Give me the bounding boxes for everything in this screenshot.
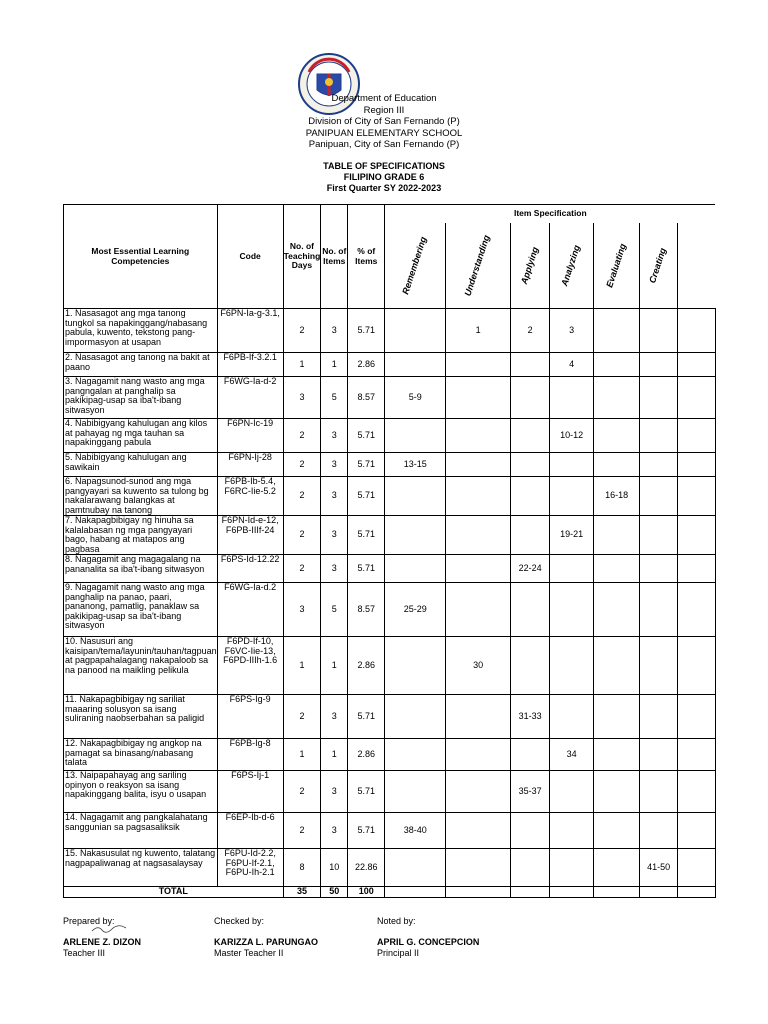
spare-cell (677, 353, 715, 377)
applying-cell (510, 419, 550, 453)
document-title (0, 161, 768, 194)
table-row (64, 477, 716, 516)
table-row (64, 771, 716, 813)
evaluating-cell (593, 849, 640, 887)
remembering-cell: 13-15 (385, 453, 446, 477)
spare-cell (677, 419, 715, 453)
understanding-cell (446, 583, 511, 637)
understanding-cell (446, 353, 511, 377)
table-row (64, 453, 716, 477)
table-row (64, 516, 716, 555)
applying-cell: 2 (510, 309, 550, 353)
total-empty-cell (677, 887, 715, 898)
competency-cell: 1. Nasasagot ang mga tanong tungkol sa napakinggang/nabasang pabula, kuwento, tekstong pang-impormasyon at usapan (64, 309, 218, 353)
applying-cell: 31-33 (510, 695, 550, 739)
code-cell: F6PN-Ia-g-3.1, (217, 309, 283, 353)
competency-cell: 11. Nakapagbibigay ng sariliat maaaring solusyon sa isang suliraning naobserbahan sa paligid (64, 695, 218, 739)
competency-cell: 5. Nabibigyang kahulugan ang sawikain (64, 453, 218, 477)
code-cell: F6WG-Ia-d-2 (217, 377, 283, 419)
header-applying: Applying (510, 223, 550, 309)
items-cell: 3 (321, 309, 348, 353)
applying-cell: 35-37 (510, 771, 550, 813)
evaluating-cell (593, 771, 640, 813)
code-cell: F6EP-Ib-d-6 (217, 813, 283, 849)
items-cell: 1 (321, 739, 348, 771)
analyzing-cell (550, 695, 594, 739)
total-empty-cell (640, 887, 678, 898)
title-line: FILIPINO GRADE 6 (343, 172, 425, 182)
header-line: PANIPUAN ELEMENTARY SCHOOL (305, 127, 463, 139)
remembering-cell: 38-40 (385, 813, 446, 849)
days-cell: 3 (283, 583, 321, 637)
evaluating-cell (593, 555, 640, 583)
header-line: Panipuan, City of San Fernando (P) (308, 139, 460, 150)
creating-cell (640, 813, 678, 849)
table-row (64, 555, 716, 583)
table-row (64, 637, 716, 695)
percent-cell: 2.86 (348, 353, 385, 377)
items-cell: 3 (321, 555, 348, 583)
competency-cell: 7. Nakapagbibigay ng hinuha sa kalalabasan ng mga pangyayari bago, habang at matapos ang pagbasa (64, 516, 218, 555)
creating-cell (640, 695, 678, 739)
items-cell: 3 (321, 419, 348, 453)
items-cell: 3 (321, 771, 348, 813)
creating-cell (640, 453, 678, 477)
header-items: No. of Items (321, 205, 348, 309)
analyzing-cell: 4 (550, 353, 594, 377)
percent-cell: 5.71 (348, 419, 385, 453)
analyzing-cell (550, 377, 594, 419)
creating-cell (640, 477, 678, 516)
remembering-cell (385, 516, 446, 555)
understanding-cell (446, 771, 511, 813)
days-cell: 2 (283, 309, 321, 353)
analyzing-cell (550, 555, 594, 583)
understanding-cell (446, 813, 511, 849)
analyzing-cell (550, 453, 594, 477)
days-cell: 2 (283, 771, 321, 813)
percent-cell: 5.71 (348, 477, 385, 516)
competency-cell: 10. Nasusuri ang kaisipan/tema/layunin/tauhan/tagpuan at pagpapahalagang nakapaloob sa na panood na maikling pelikula (64, 637, 218, 695)
competency-cell: 4. Nabibigyang kahulugan ang kilos at pahayag ng mga tauhan sa napakinggang pabula (64, 419, 218, 453)
competency-cell: 14. Nagagamit ang pangkalahatang sanggunian sa pagsasaliksik (64, 813, 218, 849)
total-label: TOTAL (64, 887, 284, 898)
days-cell: 2 (283, 419, 321, 453)
percent-cell: 22.86 (348, 849, 385, 887)
evaluating-cell (593, 739, 640, 771)
items-cell: 5 (321, 583, 348, 637)
table-row (64, 583, 716, 637)
header-creating: Creating (640, 223, 678, 309)
spare-cell (677, 516, 715, 555)
creating-cell (640, 583, 678, 637)
header-line: Division of City of San Fernando (P) (308, 116, 460, 127)
evaluating-cell (593, 353, 640, 377)
table-row (64, 353, 716, 377)
creating-cell (640, 771, 678, 813)
understanding-cell (446, 453, 511, 477)
percent-cell: 5.71 (348, 309, 385, 353)
analyzing-cell: 3 (550, 309, 594, 353)
evaluating-cell (593, 419, 640, 453)
table-row (64, 739, 716, 771)
competency-cell: 6. Napagsunod-sunod ang mga pangyayari sa kuwento sa tulong bg nakalarawang balangkas at pamtnubay na tanong (64, 477, 218, 516)
header-line: Region III (363, 104, 405, 116)
percent-cell: 5.71 (348, 555, 385, 583)
understanding-cell: 30 (446, 637, 511, 695)
header-code: Code (217, 205, 283, 309)
applying-cell (510, 453, 550, 477)
code-cell: F6PN-Ic-19 (217, 419, 283, 453)
table-row (64, 849, 716, 887)
spare-cell (677, 695, 715, 739)
creating-cell (640, 555, 678, 583)
items-cell: 1 (321, 353, 348, 377)
spare-cell (677, 453, 715, 477)
understanding-cell (446, 555, 511, 583)
noted-by-block (377, 916, 479, 959)
applying-cell (510, 353, 550, 377)
prepared-by-block (63, 916, 141, 959)
applying-cell (510, 583, 550, 637)
header-item-spec: Item Specification (385, 205, 716, 223)
applying-cell (510, 849, 550, 887)
spare-cell (677, 813, 715, 849)
spare-cell (677, 771, 715, 813)
remembering-cell (385, 353, 446, 377)
creating-cell (640, 739, 678, 771)
items-cell: 1 (321, 637, 348, 695)
header-line: Department of Education (331, 93, 437, 104)
days-cell: 2 (283, 516, 321, 555)
header-evaluating: Evaluating (593, 223, 640, 309)
total-row (64, 887, 716, 898)
spare-cell (677, 309, 715, 353)
percent-cell: 2.86 (348, 739, 385, 771)
competency-cell: 12. Nakapagbibigay ng angkop na pamagat sa binasang/nabasang talata (64, 739, 218, 771)
items-cell: 3 (321, 453, 348, 477)
percent-cell: 5.71 (348, 771, 385, 813)
days-cell: 2 (283, 695, 321, 739)
table-row (64, 419, 716, 453)
creating-cell (640, 353, 678, 377)
applying-cell: 22-24 (510, 555, 550, 583)
noted-position: Principal II (377, 948, 420, 958)
percent-cell: 5.71 (348, 516, 385, 555)
analyzing-cell (550, 477, 594, 516)
spare-cell (677, 583, 715, 637)
days-cell: 2 (283, 555, 321, 583)
remembering-cell (385, 637, 446, 695)
total-empty-cell (510, 887, 550, 898)
items-cell: 3 (321, 477, 348, 516)
total-empty-cell (446, 887, 511, 898)
competency-cell: 15. Nakasusulat ng kuwento, talatang nagpapaliwanag at nagsasalaysay (64, 849, 218, 887)
understanding-cell (446, 377, 511, 419)
evaluating-cell: 16-18 (593, 477, 640, 516)
checked-name: KARIZZA L. PARUNGAO (214, 937, 318, 947)
table-row (64, 813, 716, 849)
table-row (64, 309, 716, 353)
header-understanding: Understanding (446, 223, 511, 309)
evaluating-cell (593, 309, 640, 353)
days-cell: 1 (283, 637, 321, 695)
analyzing-cell (550, 813, 594, 849)
understanding-cell (446, 695, 511, 739)
competency-cell: 2. Nasasagot ang tanong na bakit at paano (64, 353, 218, 377)
remembering-cell: 5-9 (385, 377, 446, 419)
items-cell: 10 (321, 849, 348, 887)
days-cell: 1 (283, 739, 321, 771)
items-cell: 3 (321, 516, 348, 555)
percent-cell: 5.71 (348, 453, 385, 477)
percent-cell: 5.71 (348, 695, 385, 739)
competency-cell: 13. Naipapahayag ang sariling opinyon o reaksyon sa isang napakinggang balita, isyu o usapan (64, 771, 218, 813)
creating-cell: 41-50 (640, 849, 678, 887)
remembering-cell: 25-29 (385, 583, 446, 637)
days-cell: 2 (283, 477, 321, 516)
prepared-position: Teacher III (63, 948, 106, 958)
evaluating-cell (593, 637, 640, 695)
evaluating-cell (593, 377, 640, 419)
remembering-cell (385, 771, 446, 813)
items-cell: 3 (321, 695, 348, 739)
days-cell: 8 (283, 849, 321, 887)
checked-by-block (214, 916, 318, 959)
checked-position: Master Teacher II (214, 948, 284, 958)
code-cell: F6PB-Ib-5.4, F6RC-Iie-5.2 (217, 477, 283, 516)
percent-cell: 8.57 (348, 583, 385, 637)
spare-cell (677, 555, 715, 583)
understanding-cell: 1 (446, 309, 511, 353)
remembering-cell (385, 739, 446, 771)
remembering-cell (385, 309, 446, 353)
code-cell: F6PU-Id-2.2, F6PU-If-2.1, F6PU-Ih-2.1 (217, 849, 283, 887)
items-cell: 5 (321, 377, 348, 419)
creating-cell (640, 516, 678, 555)
checked-role: Checked by: (214, 916, 265, 926)
spare-cell (677, 477, 715, 516)
competency-cell: 3. Nagagamit nang wasto ang mga pangngalan at panghalip sa pakikipag-usap sa iba't-ibang sitwasyon (64, 377, 218, 419)
percent-cell: 5.71 (348, 813, 385, 849)
creating-cell (640, 637, 678, 695)
total-days: 35 (283, 887, 321, 898)
spare-cell (677, 637, 715, 695)
prepared-role: Prepared by: (63, 916, 115, 926)
competency-cell: 8. Nagagamit ang magagalang na pananalita sa iba't-ibang sitwasyon (64, 555, 218, 583)
analyzing-cell (550, 637, 594, 695)
evaluating-cell (593, 516, 640, 555)
code-cell: F6PD-If-10, F6VC-Iie-13, F6PD-IIIh-1.6 (217, 637, 283, 695)
table-row (64, 377, 716, 419)
understanding-cell (446, 419, 511, 453)
days-cell: 3 (283, 377, 321, 419)
analyzing-cell (550, 583, 594, 637)
days-cell: 2 (283, 453, 321, 477)
header-competency: Most Essential Learning Competencies (64, 205, 218, 309)
analyzing-cell: 10-12 (550, 419, 594, 453)
title-line: First Quarter SY 2022-2023 (326, 183, 442, 193)
total-empty-cell (593, 887, 640, 898)
total-items: 50 (321, 887, 348, 898)
header-remembering: Remembering (385, 223, 446, 309)
percent-cell: 8.57 (348, 377, 385, 419)
header-analyzing: Analyzing (550, 223, 594, 309)
creating-cell (640, 419, 678, 453)
noted-name: APRIL G. CONCEPCION (377, 937, 480, 947)
header-percent: % of Items (348, 205, 385, 309)
remembering-cell (385, 695, 446, 739)
code-cell: F6PB-If-3.2.1 (217, 353, 283, 377)
understanding-cell (446, 849, 511, 887)
evaluating-cell (593, 695, 640, 739)
remembering-cell (385, 419, 446, 453)
creating-cell (640, 309, 678, 353)
remembering-cell (385, 477, 446, 516)
days-cell: 2 (283, 813, 321, 849)
evaluating-cell (593, 583, 640, 637)
code-cell: F6PS-Ij-1 (217, 771, 283, 813)
percent-cell: 2.86 (348, 637, 385, 695)
applying-cell (510, 739, 550, 771)
prepared-name: ARLENE Z. DIZON (63, 937, 141, 947)
code-cell: F6PN-Id-e-12, F6PB-IIIf-24 (217, 516, 283, 555)
evaluating-cell (593, 453, 640, 477)
applying-cell (510, 377, 550, 419)
understanding-cell (446, 516, 511, 555)
total-empty-cell (385, 887, 446, 898)
title-line: TABLE OF SPECIFICATIONS (323, 161, 445, 171)
competency-cell: 9. Nagagamit nang wasto ang mga panghalip na panao, paari, pananong, pamatlig, panaklaw sa pakikipag-usap sa iba't-ibang sitwasyon (64, 583, 218, 637)
applying-cell (510, 637, 550, 695)
evaluating-cell (593, 813, 640, 849)
applying-cell (510, 516, 550, 555)
code-cell: F6PS-Ig-9 (217, 695, 283, 739)
noted-role: Noted by: (377, 916, 416, 926)
code-cell: F6PS-Id-12.22 (217, 555, 283, 583)
applying-cell (510, 813, 550, 849)
code-cell: F6PB-Ig-8 (217, 739, 283, 771)
understanding-cell (446, 739, 511, 771)
table-row (64, 695, 716, 739)
header-days: No. of Teaching Days (283, 205, 321, 309)
total-empty-cell (550, 887, 594, 898)
analyzing-cell: 34 (550, 739, 594, 771)
creating-cell (640, 377, 678, 419)
code-cell: F6PN-Ij-28 (217, 453, 283, 477)
code-cell: F6WG-Ia-d.2 (217, 583, 283, 637)
spare-cell (677, 849, 715, 887)
analyzing-cell: 19-21 (550, 516, 594, 555)
spare-cell (677, 739, 715, 771)
remembering-cell (385, 555, 446, 583)
specifications-table (63, 204, 716, 898)
remembering-cell (385, 849, 446, 887)
total-percent: 100 (348, 887, 385, 898)
spare-cell (677, 377, 715, 419)
applying-cell (510, 477, 550, 516)
items-cell: 3 (321, 813, 348, 849)
school-header (0, 93, 768, 151)
understanding-cell (446, 477, 511, 516)
days-cell: 1 (283, 353, 321, 377)
analyzing-cell (550, 849, 594, 887)
analyzing-cell (550, 771, 594, 813)
